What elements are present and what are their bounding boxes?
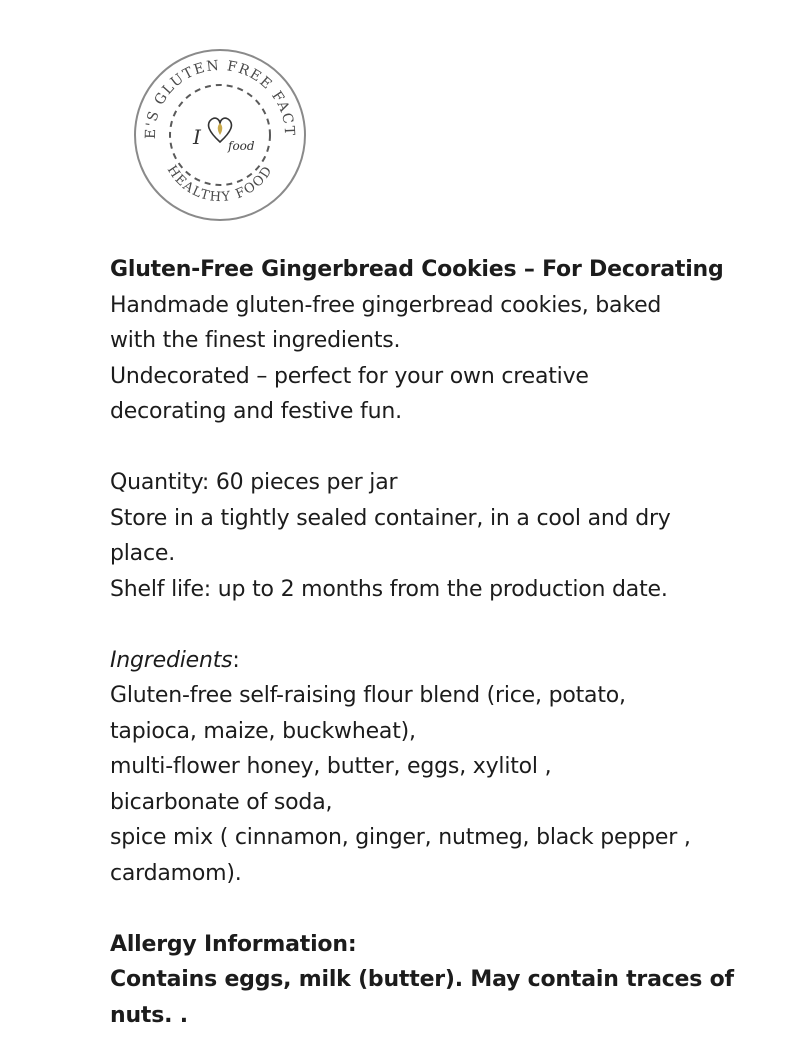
- seal-bottom-text: HEALTHY FOOD: [163, 163, 277, 206]
- ingredients-colon: :: [232, 647, 240, 673]
- shelf-life-line: Shelf life: up to 2 months from the production date.: [110, 576, 668, 602]
- ingredient-line: Gluten-free self-raising flour blend (rice, potato,: [110, 683, 626, 708]
- product-title: Gluten-Free Gingerbread Cookies – For Decorating: [110, 257, 724, 282]
- paragraph-spacer: [110, 607, 790, 643]
- ingredient-line: tapioca, maize, buckwheat),: [110, 718, 416, 744]
- ingredient-line: bicarbonate of soda,: [110, 789, 333, 815]
- brand-logo-seal: [131, 46, 309, 224]
- paragraph-spacer: [110, 430, 790, 466]
- seal-top-text: E'S GLUTEN FREE FACT: [142, 57, 298, 140]
- description-line: Handmade gluten-free gingerbread cookies, baked: [110, 292, 662, 318]
- product-description: [110, 252, 790, 1033]
- allergy-line: nuts. .: [110, 1002, 188, 1028]
- ingredient-line: spice mix ( cinnamon, ginger, nutmeg, black pepper ,: [110, 825, 691, 850]
- storage-line: place.: [110, 541, 175, 566]
- allergy-heading: Allergy Information:: [110, 931, 357, 957]
- ingredients-label: Ingredients: [110, 647, 233, 673]
- seal-letter-i: I: [193, 125, 201, 149]
- storage-line: Store in a tightly sealed container, in a cool and dry: [110, 505, 671, 531]
- description-line: with the finest ingredients.: [110, 328, 401, 353]
- logo-seal-graphic: [131, 46, 309, 224]
- quantity-line: Quantity: 60 pieces per jar: [110, 470, 398, 495]
- description-line: decorating and festive fun.: [110, 399, 402, 424]
- paragraph-spacer: [110, 891, 790, 927]
- description-line: Undecorated – perfect for your own creative: [110, 363, 589, 389]
- wheat-icon: [218, 123, 223, 135]
- ingredients-heading: [110, 643, 790, 679]
- ingredient-line: multi-flower honey, butter, eggs, xylitol ,: [110, 754, 552, 779]
- allergy-line: Contains eggs, milk (butter). May contain traces of: [110, 967, 734, 992]
- ingredient-line: cardamom).: [110, 860, 242, 886]
- seal-word-food: food: [228, 139, 255, 153]
